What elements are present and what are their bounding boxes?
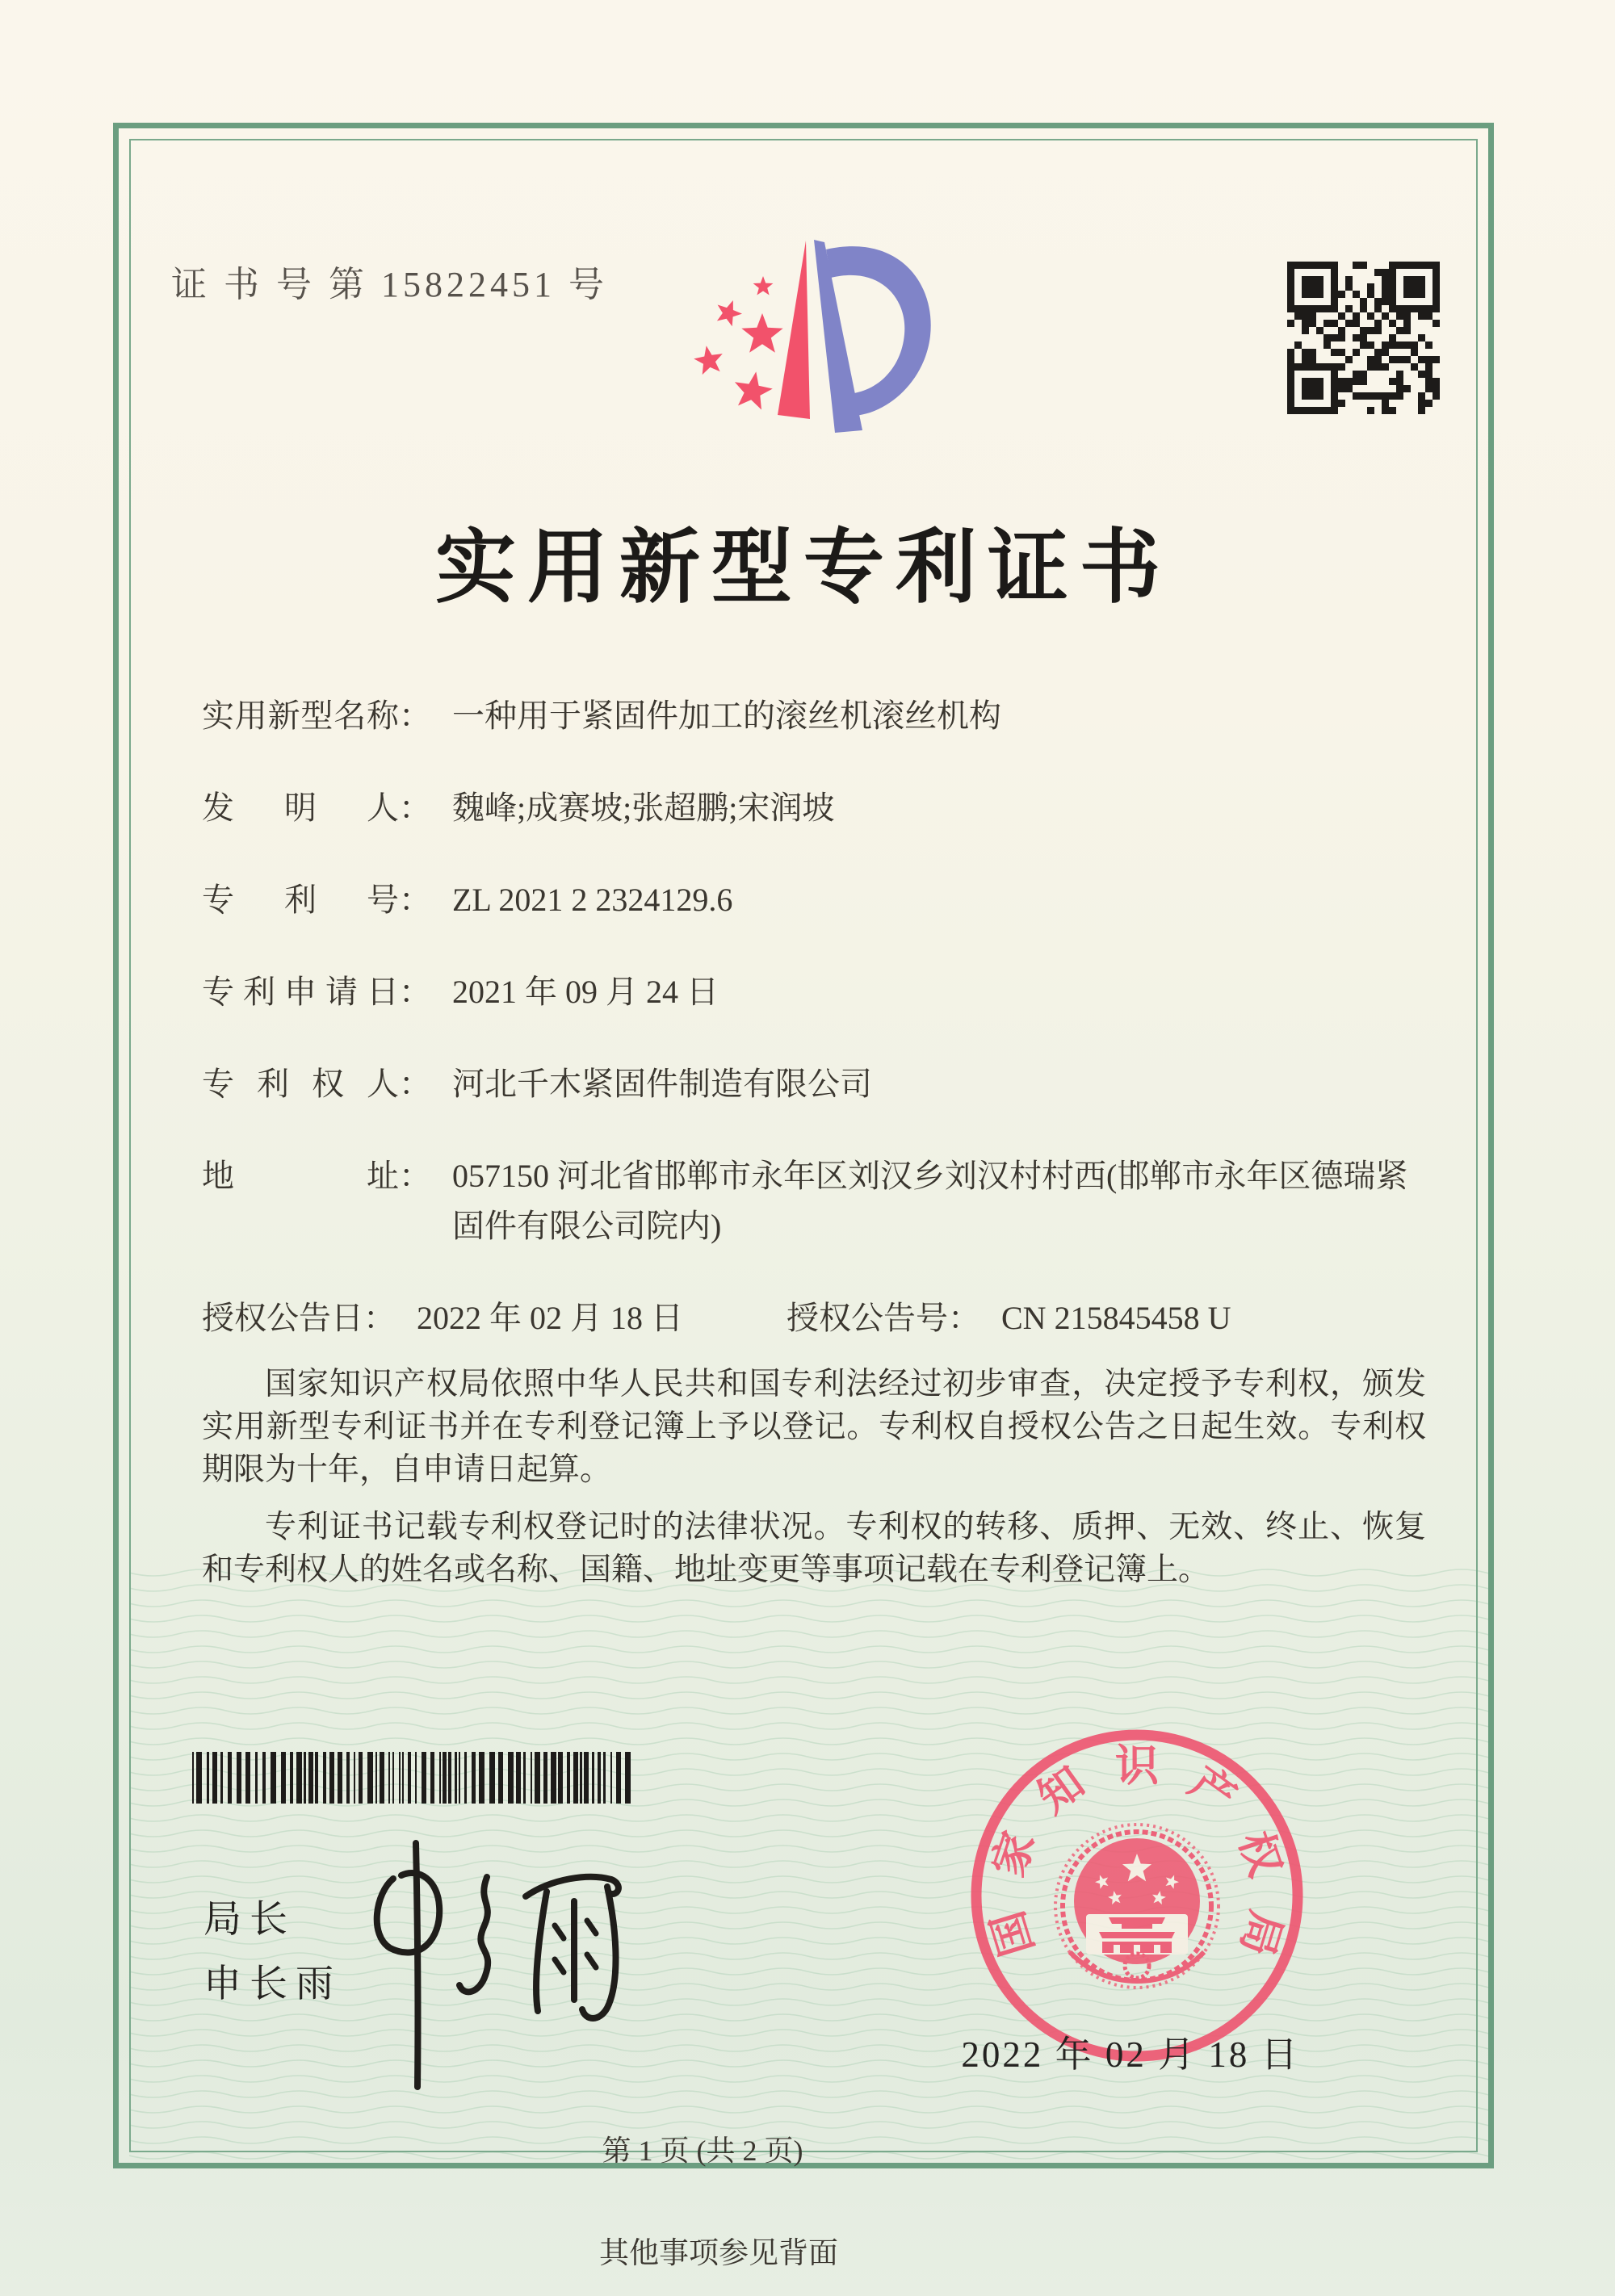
svg-text:国: 国 bbox=[983, 1905, 1042, 1962]
seal-date: 2022 年 02 月 18 日 bbox=[961, 2034, 1300, 2075]
field-list bbox=[202, 691, 1437, 1343]
field-value: ZL 2021 2 2324129.6 bbox=[452, 882, 733, 918]
field-label: 专利号 bbox=[202, 882, 399, 918]
field-colon: ： bbox=[399, 1066, 431, 1102]
logo-stars bbox=[694, 276, 783, 410]
commissioner-title: 局长 bbox=[203, 1897, 296, 1940]
field-row-filing-date bbox=[202, 967, 1437, 1017]
svg-text:局: 局 bbox=[1231, 1905, 1291, 1962]
commissioner-name: 申长雨 bbox=[203, 1962, 342, 2005]
field-value: 一种用于紧固件加工的滚丝机滚丝机构 bbox=[452, 698, 1001, 734]
field-colon: ： bbox=[399, 1158, 431, 1194]
field-colon: ： bbox=[399, 974, 431, 1010]
svg-text:识: 识 bbox=[1115, 1741, 1159, 1791]
legal-paragraph-2: 专利证书记载专利权登记时的法律状况。专利权的转移、质押、无效、终止、恢复和专利权人的姓名或名称、国籍、地址变更等事项记载在专利登记簿上。 bbox=[202, 1510, 1426, 1587]
certificate-number: 证 书 号 第 15822451 号 bbox=[171, 265, 608, 304]
cnipa-logo-icon bbox=[682, 228, 933, 434]
qr-code bbox=[1287, 262, 1440, 414]
svg-text:知: 知 bbox=[1029, 1758, 1093, 1823]
signature-stroke bbox=[377, 1873, 439, 1953]
grant-row bbox=[202, 1293, 1437, 1343]
commissioner-signature bbox=[343, 1837, 634, 2103]
field-label: 专利权人 bbox=[202, 1066, 399, 1102]
page-number: 第 1 页 (共 2 页) bbox=[602, 2135, 803, 2167]
field-row-inventors bbox=[202, 783, 1437, 833]
signature-stroke bbox=[459, 1877, 488, 1992]
svg-text:权: 权 bbox=[1230, 1825, 1290, 1883]
grant-date-label: 授权公告日 bbox=[202, 1300, 363, 1336]
logo-red-spike bbox=[778, 241, 810, 419]
grant-number-value: CN 215845458 U bbox=[1001, 1300, 1231, 1336]
svg-text:产: 产 bbox=[1181, 1758, 1245, 1823]
field-label: 实用新型名称 bbox=[202, 698, 399, 734]
legal-paragraph-1: 国家知识产权局依照中华人民共和国专利法经过初步审查，决定授予专利权，颁发实用新型专利证书并在专利登记簿上予以登记。专利权自授权公告之日起生效。专利权期限为十年，自申请日起算。 bbox=[202, 1367, 1426, 1487]
grant-date-value: 2022 年 02 月 18 日 bbox=[417, 1300, 683, 1336]
legal-text bbox=[202, 1363, 1426, 1606]
official-seal bbox=[963, 1722, 1311, 2069]
field-colon: ： bbox=[399, 790, 431, 826]
barcode bbox=[192, 1752, 634, 1804]
field-label: 发明人 bbox=[202, 790, 399, 826]
field-row-patent-number bbox=[202, 875, 1437, 925]
field-label: 专利申请日 bbox=[202, 974, 399, 1010]
svg-text:家: 家 bbox=[984, 1825, 1044, 1883]
field-row-address bbox=[202, 1151, 1437, 1251]
field-value: 河北千木紧固件制造有限公司 bbox=[452, 1066, 872, 1102]
signature-stroke bbox=[536, 1892, 547, 2011]
field-colon: ： bbox=[399, 882, 431, 918]
back-note: 其他事项参见背面 bbox=[599, 2237, 838, 2270]
signature-stroke bbox=[416, 1843, 417, 2087]
field-colon: ： bbox=[363, 1300, 396, 1336]
field-colon: ： bbox=[948, 1300, 980, 1336]
grant-number-label: 授权公告号 bbox=[787, 1300, 948, 1336]
field-row-name bbox=[202, 691, 1437, 741]
field-label: 地址 bbox=[202, 1158, 399, 1194]
field-colon: ： bbox=[399, 698, 431, 734]
field-value: 魏峰;成赛坡;张超鹏;宋润坡 bbox=[452, 790, 835, 826]
field-value: 2021 年 09 月 24 日 bbox=[452, 974, 719, 1010]
certificate-title: 实用新型专利证书 bbox=[435, 523, 1172, 613]
field-row-patentee bbox=[202, 1059, 1437, 1109]
field-value: 057150 河北省邯郸市永年区刘汉乡刘汉村村西(邯郸市永年区德瑞紧固件有限公司院内) bbox=[452, 1158, 1408, 1244]
national-emblem-icon bbox=[1055, 1825, 1219, 1988]
